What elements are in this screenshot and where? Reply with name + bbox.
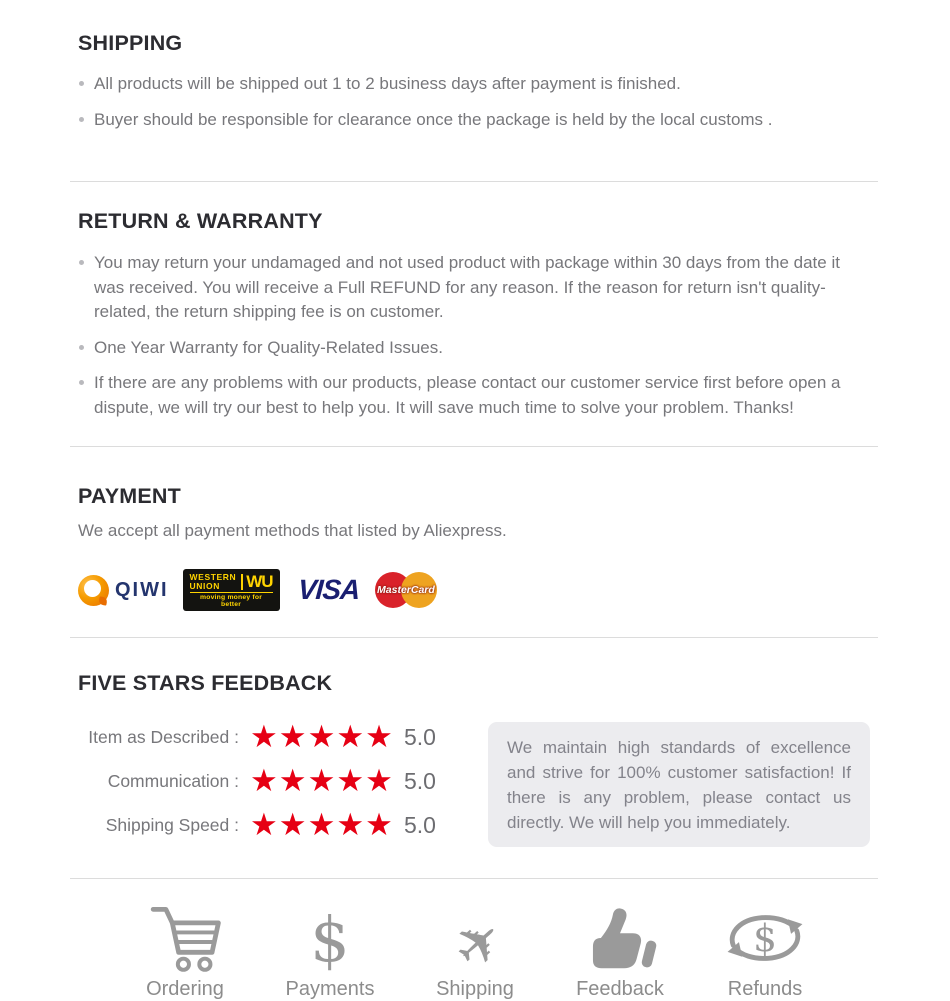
western-union-logo bbox=[183, 569, 280, 611]
rating-row-shipping-speed bbox=[78, 807, 456, 843]
payment-title: PAYMENT bbox=[78, 484, 181, 508]
feedback-section bbox=[78, 638, 870, 878]
shipping-bullet: All products will be shipped out 1 to 2 business days after payment is finished. bbox=[78, 72, 870, 97]
rating-label: Shipping Speed : bbox=[105, 815, 239, 835]
return-warranty-section bbox=[78, 182, 870, 446]
ratings-list bbox=[78, 719, 456, 854]
dollar-icon: $ bbox=[310, 903, 350, 976]
return-warranty-bullet: You may return your undamaged and not used product with package within 30 days from the date it was received. You will receive a Full REFUND for any reason. If the reason for return isn't quality-related, the return shipping fee is on customer. bbox=[78, 251, 870, 325]
return-warranty-title: RETURN & WARRANTY bbox=[78, 209, 323, 233]
wu-tagline: moving money for better bbox=[190, 592, 273, 608]
payment-logos bbox=[78, 569, 870, 637]
cart-icon bbox=[144, 903, 226, 973]
star-rating-icon: ★★★★★ bbox=[250, 719, 394, 755]
footer-item-ordering bbox=[120, 903, 250, 1001]
thumbs-up-icon bbox=[580, 903, 660, 973]
footer-label: Payments bbox=[285, 978, 375, 1000]
refund-icon bbox=[719, 903, 811, 973]
footer-item-shipping bbox=[410, 903, 540, 1001]
footer-label: Feedback bbox=[576, 978, 664, 1000]
svg-text:$: $ bbox=[753, 916, 777, 961]
rating-score: 5.0 bbox=[403, 812, 436, 838]
rating-score: 5.0 bbox=[403, 724, 436, 750]
footer-item-payments bbox=[265, 903, 395, 1001]
feedback-title: FIVE STARS FEEDBACK bbox=[78, 671, 333, 695]
qiwi-icon bbox=[78, 575, 109, 606]
return-warranty-bullet: If there are any problems with our products, please contact our customer service first before open a dispute, we will try our best to help you. It will save much time to solve your problem. Thanks! bbox=[78, 371, 870, 420]
wu-word-union: UNION bbox=[189, 580, 220, 591]
footer-label: Shipping bbox=[436, 978, 514, 1000]
qiwi-logo bbox=[78, 575, 169, 606]
wu-word-western: WESTERN bbox=[189, 572, 237, 582]
star-rating-icon: ★★★★★ bbox=[250, 807, 394, 843]
return-warranty-bullet: One Year Warranty for Quality-Related Issues. bbox=[78, 336, 870, 361]
mastercard-logo bbox=[375, 571, 437, 609]
visa-logo: VISA bbox=[296, 574, 361, 605]
plane-icon: ✈ bbox=[439, 904, 519, 985]
footer-item-refunds bbox=[700, 903, 830, 1001]
rating-row-item-as-described bbox=[78, 719, 456, 755]
star-rating-icon: ★★★★★ bbox=[250, 763, 394, 799]
rating-row-communication bbox=[78, 763, 456, 799]
footer-label: Ordering bbox=[146, 978, 224, 1000]
payment-section bbox=[78, 447, 870, 637]
wu-monogram: WU bbox=[241, 574, 272, 590]
shipping-section bbox=[78, 0, 870, 181]
shipping-bullet-list bbox=[78, 72, 870, 132]
satisfaction-note: We maintain high standards of excellence and strive for 100% customer satisfaction! If there is any problem, please contact us directly. We will help you immediately. bbox=[488, 722, 870, 847]
payment-description: We accept all payment methods that listed by Aliexpress. bbox=[78, 521, 507, 540]
footer-icon-row bbox=[78, 879, 870, 1001]
mastercard-wordmark: MasterCard bbox=[377, 584, 435, 596]
rating-score: 5.0 bbox=[403, 768, 436, 794]
qiwi-wordmark: QIWI bbox=[115, 578, 169, 601]
rating-label: Item as Described : bbox=[88, 727, 239, 747]
footer-label: Refunds bbox=[727, 978, 803, 1000]
rating-label: Communication : bbox=[107, 771, 239, 791]
shipping-bullet: Buyer should be responsible for clearance once the package is held by the local customs . bbox=[78, 108, 870, 133]
footer-item-feedback bbox=[555, 903, 685, 1001]
shipping-title: SHIPPING bbox=[78, 31, 183, 55]
return-warranty-bullet-list bbox=[78, 251, 870, 420]
